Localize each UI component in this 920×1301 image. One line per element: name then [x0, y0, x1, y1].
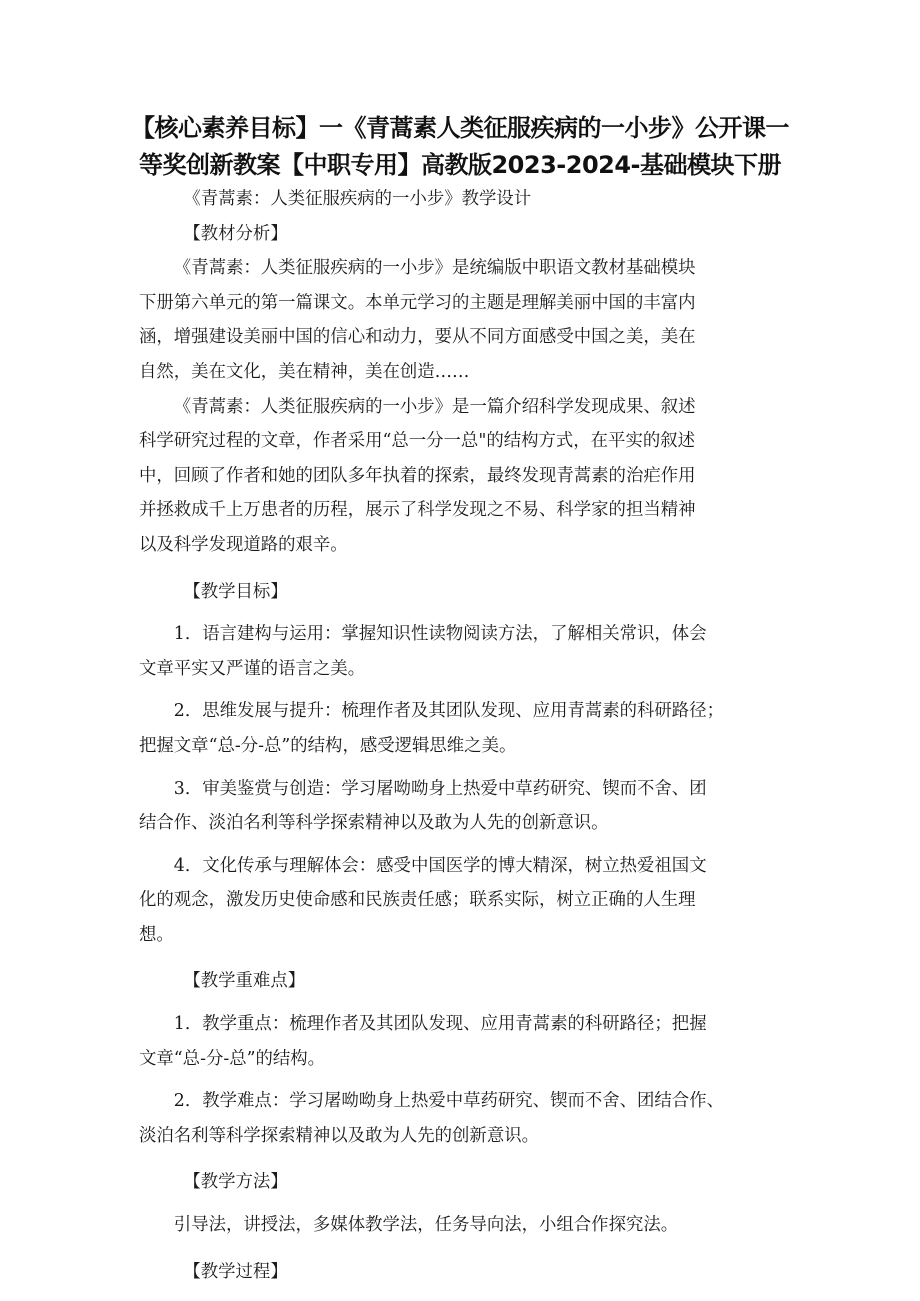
title-line-2: 等奖创新教案【中职专用】高教版2023-2024-基础模块下册: [138, 151, 781, 179]
text-line: 下册第六单元的第一篇课文。本单元学习的主题是理解美丽中国的丰富内: [139, 292, 696, 313]
heading-key-difficult-points: 【教学重难点】: [183, 971, 306, 992]
text-line: 2．教学难点：学习屠呦呦身上热爱中草药研究、锲而不舍、团结合作、: [173, 1091, 724, 1112]
text-line: 1．教学重点：梳理作者及其团队发现、应用青蒿素的科研路径；把握: [173, 1014, 707, 1035]
text-line: 中，回顾了作者和她的团队多年执着的探索，最终发现青蒿素的治疟作用: [139, 465, 696, 486]
document-title: [120, 110, 800, 184]
text-line: 《青蒿素：人类征服疾病的一小步》是一篇介绍科学发现成果、叙述: [173, 396, 696, 417]
goal-item-3: [139, 772, 790, 841]
text-line: 并拯救成千上万患者的历程，展示了科学发现之不易、科学家的担当精神: [139, 500, 696, 521]
teaching-methods-text: [139, 1208, 790, 1243]
text-line: 结合作、淡泊名利等科学探索精神以及敢为人先的创新意识。: [139, 813, 609, 834]
text-line: 淡泊名利等科学探索精神以及敢为人先的创新意识。: [139, 1125, 539, 1146]
document-body: [139, 182, 790, 1289]
goal-item-2: [139, 694, 790, 763]
text-line: 涵，增强建设美丽中国的信心和动力，要从不同方面感受中国之美，美在: [139, 327, 696, 348]
text-line: 引导法，讲授法，多媒体教学法，任务导向法，小组合作探究法。: [173, 1215, 679, 1236]
heading-teaching-goals: 【教学目标】: [183, 581, 288, 602]
text-line: 4．文化传承与理解体会：感受中国医学的博大精深，树立热爱祖国文: [173, 855, 707, 876]
subtitle: 《青蒿素：人类征服疾病的一小步》教学设计: [183, 189, 532, 209]
text-line: 文章“总-分-总”的结构。: [139, 1048, 326, 1069]
text-line: 3．审美鉴赏与创造：学习屠呦呦身上热爱中草药研究、锲而不舍、团: [173, 778, 707, 799]
title-line-1: 【核心素养目标】一《青蒿素人类征服疾病的一小步》公开课一: [131, 114, 789, 142]
text-line: 《青蒿素：人类征服疾病的一小步》是统编版中职语文教材基础模块: [173, 258, 696, 279]
text-line: 化的观念，激发历史使命感和民族责任感；联系实际，树立正确的人生理: [139, 890, 696, 911]
text-line: 想。: [139, 924, 174, 945]
text-line: 2．思维发展与提升：梳理作者及其团队发现、应用青蒿素的科研路径；: [173, 701, 724, 722]
text-line: 科学研究过程的文章，作者采用“总一分一总"的结构方式，在平实的叙述: [139, 431, 696, 452]
key-point-item-1: [139, 1007, 790, 1076]
text-line: 以及科学发现道路的艰辛。: [139, 534, 348, 555]
material-analysis-paragraph-2: [139, 390, 790, 563]
text-line: 1．语言建构与运用：掌握知识性读物阅读方法，了解相关常识，体会: [173, 624, 707, 645]
key-point-item-2: [139, 1084, 790, 1153]
heading-material-analysis: 【教材分析】: [183, 223, 288, 244]
text-line: 文章平实又严谨的语言之美。: [139, 658, 366, 679]
goal-item-1: [139, 617, 790, 686]
goal-item-4: [139, 849, 790, 953]
material-analysis-paragraph-1: [139, 251, 790, 389]
text-line: 自然，美在文化，美在精神，美在创造……: [139, 361, 470, 382]
heading-teaching-methods: 【教学方法】: [183, 1172, 288, 1193]
text-line: 把握文章“总-分-总”的结构，感受逻辑思维之美。: [139, 735, 517, 756]
heading-teaching-process: 【教学过程】: [183, 1261, 288, 1282]
